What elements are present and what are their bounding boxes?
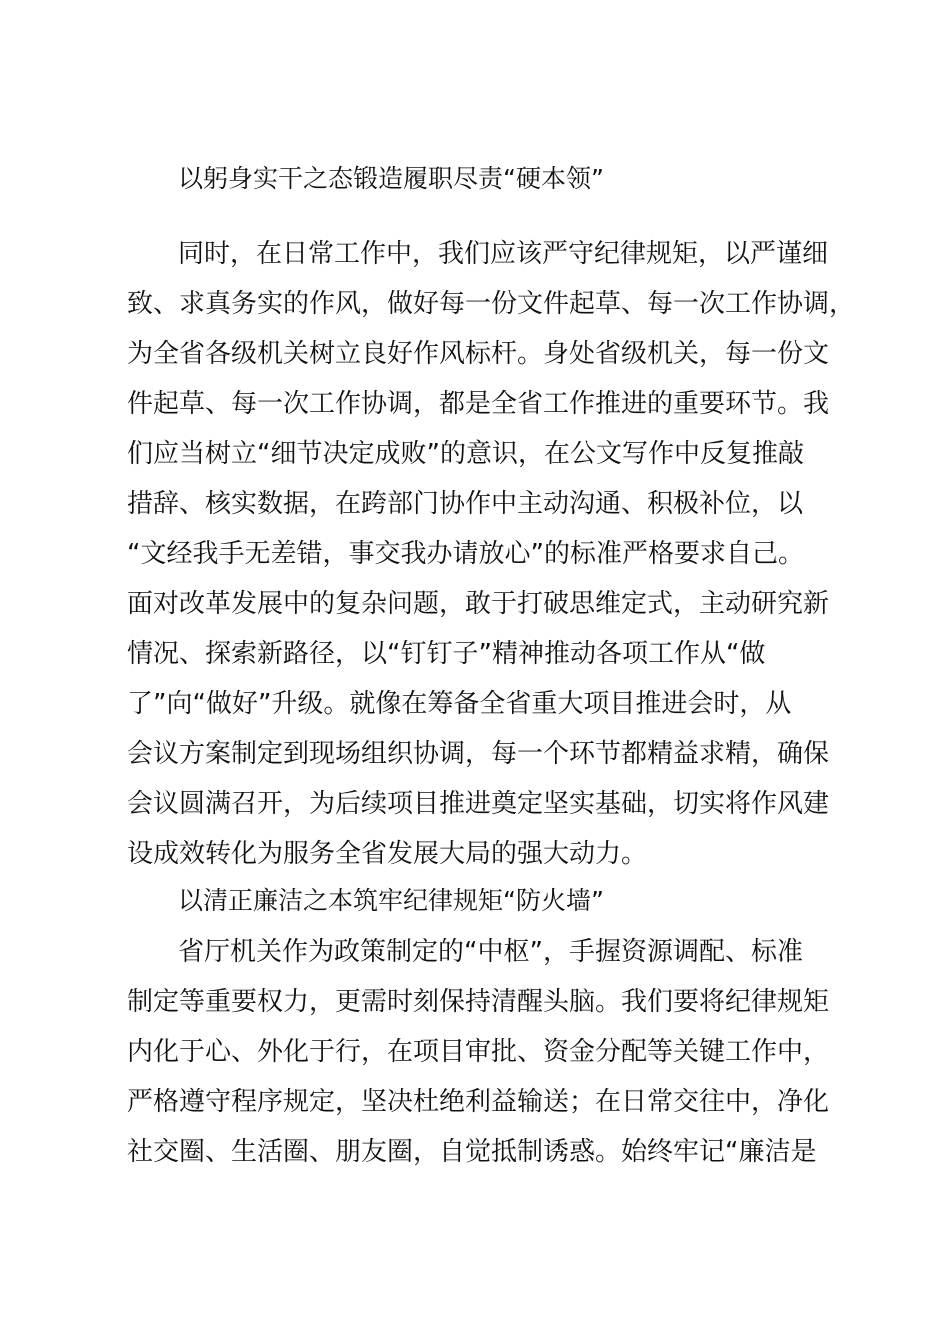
paragraph-line: 会议方案制定到现场组织协调，每一个环节都精益求精，确保 [127, 739, 830, 769]
paragraph-line: 措辞、核实数据，在跨部门协作中主动沟通、积极补位，以 [127, 489, 804, 519]
paragraph-line: “文经我手无差错，事交我办请放心”的标准严格要求自己。 [127, 539, 804, 569]
paragraph-line: 件起草、每一次工作协调，都是全省工作推进的重要环节。我 [127, 389, 830, 419]
section-heading-1: 以躬身实干之态锻造履职尽责“硬本领” [178, 164, 604, 193]
paragraph-line: 严格遵守程序规定，坚决杜绝利益输送；在日常交往中，净化 [127, 1087, 830, 1117]
section-heading-2: 以清正廉洁之本筑牢纪律规矩“防火墙” [178, 886, 604, 915]
paragraph-line: 内化于心、外化于行，在项目审批、资金分配等关键工作中， [127, 1037, 830, 1067]
paragraph-line: 社交圈、生活圈、朋友圈，自觉抵制诱惑。始终牢记“廉洁是 [127, 1137, 817, 1167]
paragraph-line: 致、求真务实的作风，做好每一份文件起草、每一次工作协调， [127, 289, 856, 319]
paragraph-line: 了”向“做好”升级。就像在筹备全省重大项目推进会时，从 [127, 689, 792, 719]
paragraph-line: 面对改革发展中的复杂问题，敢于打破思维定式，主动研究新 [127, 589, 830, 619]
paragraph-line: 设成效转化为服务全省发展大局的强大动力。 [127, 839, 648, 869]
paragraph-line: 们应当树立“细节决定成败”的意识，在公文写作中反复推敲 [127, 439, 804, 469]
paragraph-line: 情况、探索新路径，以“钉钉子”精神推动各项工作从“做 [127, 639, 766, 669]
paragraph-line: 为全省各级机关树立良好作风标杆。身处省级机关，每一份文 [127, 339, 830, 369]
paragraph-line: 会议圆满召开，为后续项目推进奠定坚实基础，切实将作风建 [127, 789, 830, 819]
paragraph-line: 同时，在日常工作中，我们应该严守纪律规矩，以严谨细 [178, 239, 829, 269]
paragraph-line: 省厅机关作为政策制定的“中枢”，手握资源调配、标准 [178, 937, 803, 967]
paragraph-line: 制定等重要权力，更需时刻保持清醒头脑。我们要将纪律规矩 [127, 987, 830, 1017]
